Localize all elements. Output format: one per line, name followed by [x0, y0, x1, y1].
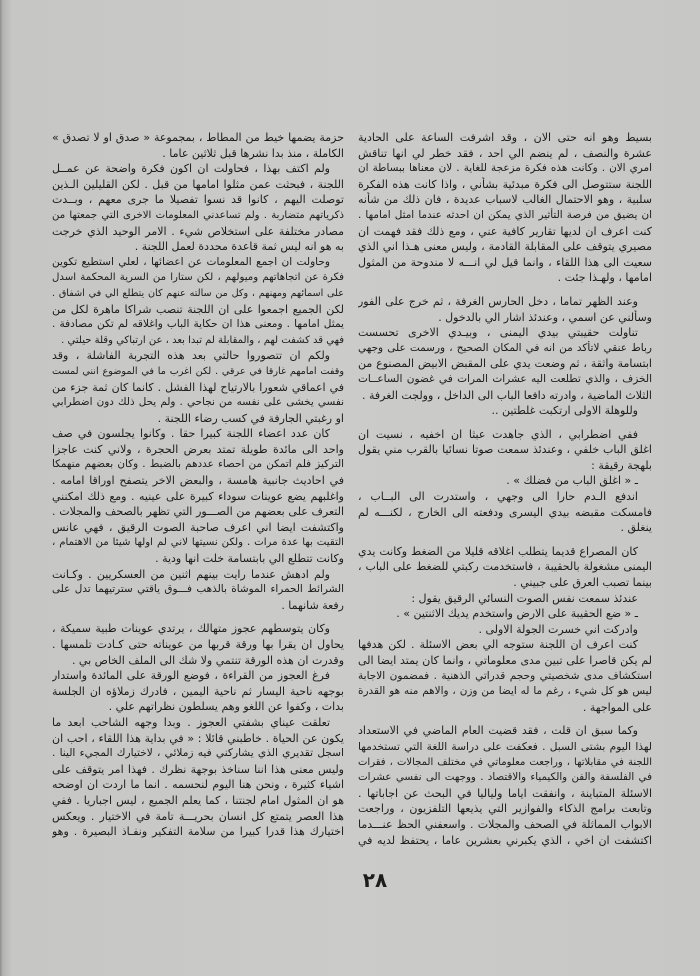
paragraph — [358, 325, 652, 403]
text-line: التعرف على بعضهم من الصـــور التي تظهر بالصحف والمجلات . — [52, 505, 344, 519]
text-line: تعلقت عيناي بشفتي العجوز . وبدا وجهه الشاحب ابعد ما — [52, 715, 330, 729]
text-line: على اسمائهم ومهنهم ، وكل من سالته عنهم كان يتطلع الي في اشفاق . — [52, 287, 344, 299]
text-line: يكون عن الحياة . خاطبني قائلا : « في بداية هذا اللقاء ، احب ان — [52, 731, 344, 745]
text-section — [358, 427, 652, 536]
paragraph — [358, 427, 652, 474]
text-line: في اعماقي شعورا بالارتياح لهذا الفشل . كانما كان ثمة جزء من — [52, 380, 344, 394]
text-line: التركيز فلم اتمكن من احصاء عددهم بالضبط . وكان بعضهم منهمكا — [52, 458, 344, 471]
text-line: امامها ، ولهـذا جئت . — [557, 271, 652, 285]
text-line: لكن الجميع اجمعوا على ان اللجنة تنصب شراكا ماهرة لكل من — [52, 302, 344, 316]
text-section — [52, 130, 344, 613]
text-line: ـ « اغلق الباب من فضلك » . — [506, 474, 638, 488]
text-line: ففي اضطرابي ، الذي جاهدت عبثا ان اخفيه ، نسيت ان — [358, 427, 638, 441]
paragraph — [358, 294, 652, 325]
text-line: كنت اعرف ان لديها تقارير كافية عني ، ومع ذلك فقد فهمت ان — [358, 224, 652, 238]
paragraph — [358, 606, 652, 622]
text-line: ـ « ضع الحقيبة على الارض واستخدم يديك الاثنتين » . — [396, 607, 638, 621]
text-line: الكاملة ، منذ بدا نشرها قبل ثلاثين عاما . — [162, 146, 344, 160]
text-line: رفعة شانهما . — [281, 598, 344, 612]
text-line: واحد الى مائدة طويلة تمتد بعرض الحجرة ، ولاني كنت عاجزا — [52, 442, 344, 456]
right-column — [358, 130, 652, 848]
text-section — [358, 130, 652, 286]
text-line: وكانت تتطلع الي بابتسامة خلت انها ودية . — [155, 552, 344, 566]
paragraph — [52, 668, 344, 715]
text-line: واكتشفت ايضا اني اعرف صاحبة الصوت الرقيق ، فهي عانس — [52, 520, 344, 534]
text-line: فكرة عن اتجاهاتهم وميولهم ، لكن ستارا من السرية المحكمة اسدل — [52, 272, 344, 284]
text-line: ولكم ان تتصوروا حالتي بعد هذه التجربة الفاشلة ، وقد — [52, 349, 330, 363]
text-line: اختيارك هذا قدرا كبيرا من سلامة التفكير ونفـاذ البصيرة . وهو — [52, 825, 344, 839]
text-line: فهي قد كشفت لهم ، والمقابلة لم تبدا بعد ، عن ارتباكي وقلة حيلتي . — [61, 334, 344, 346]
text-line: مصادر مختلفة على استخلاص شيء . الامر الوحيد الذي خرجت — [52, 224, 344, 238]
text-line: واغلبهم يضع عوينات سوداء كبيرة على عينيه . ومع ذلك امكنني — [52, 489, 344, 503]
text-section — [52, 621, 344, 839]
text-line: او رغبتي الجارفة في كسب رضاء اللجنة . — [157, 411, 344, 425]
page-number: ٢٨ — [362, 868, 388, 892]
paragraph — [52, 715, 344, 840]
paragraph — [52, 426, 344, 566]
text-line: بدات ، وكفوا عن اللغو وهم يسلطون نظراتهم علي . — [108, 700, 344, 714]
text-line: فرغ العجوز من القراءة ، فوضع الورقة على المائدة واستدار — [52, 669, 330, 683]
text-line: سلبية ، وهو الاحتمال الغالب لاسباب عديدة ، فان ذلك من شأنه — [358, 193, 652, 207]
text-line: التقيت بها عدة مرات . ولكن نسيتها لاني لم اولها شيئا من الاهتمام ، — [52, 537, 344, 549]
text-line: رباط عنقي لاتأكد من انه في المكان الصحيح ، ورسمت على وجهي — [358, 341, 652, 354]
text-line: هذا العصر يتمتع كل انسان بحريـــة تامة في الاختيار . ويعكس — [52, 809, 344, 823]
text-line: يحاول ان يقرا بها ورقة قربها من عويناته حتى كـادت تلمسها . — [52, 638, 344, 651]
text-line: اكتشفت ان اخي ، الذي يكبرني بعشرين عاما ، يحتفظ لديه في — [358, 833, 652, 847]
paragraph — [358, 544, 652, 591]
text-line: بسيط وهو انه حتى الان ، وقد اشرفت الساعة على الحادية — [358, 131, 652, 144]
text-line: هو ان المثول امام لجنتنا ، كما يعلم الجميع ، ليس اجباريا . ففي — [52, 793, 344, 807]
text-line: وكما سبق ان قلت ، فقد قضيت العام الماضي في الاستعداد — [358, 724, 638, 738]
text-line: اسجل تقديري الذي يشاركني فيه زملائي ، لاختيارك المجيء الينا . — [52, 747, 344, 760]
text-line: وللوهلة الاولى ارتكبت غلطتين .. — [491, 404, 638, 418]
text-line: كنت اعرف ان اللجنة ستوجه الي بعض الاسئلة . لكن هدفها — [358, 638, 638, 652]
text-line: لم يكن قاصرا على تبين مدى معلوماتي ، وانما كان يمتد ايضا الى — [358, 654, 652, 667]
paragraph — [358, 591, 652, 607]
text-line: اللجنة في مقابلاتها ، وراجعت معلوماتي في مختلف المجالات ، فقرات — [358, 756, 652, 768]
text-line: توصلت اليهم ، كانوا قد نسوا تفصيلا ما جرى معهم ، وبــدت — [52, 193, 344, 207]
text-line: الاسئلة المتباينة ، وانفقت اياما ولياليا في البحث عن اجاباتها . — [358, 786, 652, 800]
text-line: في احاديث جانبية هامسة ، والبعض الاخر يتصفح اوراقا امامه . — [52, 474, 344, 488]
text-line: ابتسامة واثقة ، ثم وضعت يدي على المقبض الابيض المصنوع من — [358, 357, 652, 371]
text-line: وعند الظهر تماما ، دخل الحارس الغرفة ، ثم خرج على الفور — [358, 294, 638, 308]
text-section — [358, 723, 652, 848]
paragraph — [358, 622, 652, 638]
text-line: بلهجة رقيقة : — [591, 458, 652, 472]
text-line: وادركت اني خسرت الجولة الاولى . — [478, 622, 638, 636]
text-line: استكشاف مدى شخصيتي وحجم قدراتي الذهنية . فمضمون الاجابة — [358, 669, 652, 682]
paragraph — [358, 403, 652, 419]
text-line: لهذا اليوم بشتى السبل . فعكفت على دراسة اللغة التي تستخدمها — [358, 739, 652, 753]
text-line: تناولت حقيبتي بيدي اليمنى ، وبيـدي الاخرى تحسست — [358, 326, 638, 340]
text-line: كان المصراع قديما يتطلب اغلاقه قليلا من الضغط وكانت يدي — [358, 544, 638, 558]
text-line: بينما تصبب العرق على جبيني . — [513, 576, 652, 590]
text-line: به هو انه ليس ثمة قاعدة محددة لعمل اللجنة . — [134, 240, 344, 254]
paragraph — [358, 489, 652, 536]
paragraph — [52, 130, 344, 161]
text-line: على المواجهة . — [582, 700, 652, 714]
text-line: وقدرت ان هذه الورقة تنتمي ولا شك الى الملف الخاص بي . — [71, 653, 344, 667]
text-section — [358, 544, 652, 716]
left-column — [52, 130, 344, 840]
text-line: وحاولت ان اجمع المعلومات عن اعضائها ، لعلي استطيع تكوين — [52, 255, 330, 268]
paragraph — [52, 567, 344, 614]
paragraph — [52, 348, 344, 426]
text-line: مصيري يتوقف على المقابلة القادمة ، وليس معنى هـذا اني الذي — [358, 240, 652, 254]
paragraph — [358, 130, 652, 286]
text-line: وسألني عن اسمي ، وعندئذ اشار الي بالدخول . — [438, 310, 652, 324]
text-line: ان يضيق من فرصة التأثير الذي يمكن ان احدثه عندما امثل امامها . — [358, 208, 652, 221]
text-line: الشرائط الحمراء الموشاة بالذهب فـــوق ياقتي سترتيهما تدل على — [52, 583, 344, 596]
paragraph — [358, 473, 652, 489]
text-line: يمثل امامها . ومعنى هذا ان حكاية الباب واغلاقه لم تكن مصادفة . — [52, 318, 344, 331]
text-line: الثلاث الماضية ، وادرته دافعا الباب الى الداخل ، وولجت الغرفة . — [362, 388, 652, 402]
text-line: ذكرياتهم متضاربة . ولم تساعدني المعلومات الاخرى التي جمعتها من — [52, 209, 344, 221]
text-line: اللجنة ستتوصل الى فكرة مبدئية بشأني ، واذا كانت هذه الفكرة — [358, 177, 652, 191]
text-line: وكان يتوسطهم عجوز متهالك ، يرتدي عوينات طبية سميكة ، — [52, 622, 330, 636]
paragraph — [52, 161, 344, 255]
text-line: في الفلسفة والفن والكيمياء والاقتصاد . ووجهت الى نفسي عشرات — [358, 771, 652, 784]
text-line: بوجهه ناحية اليسار ثم ناحية اليمين ، فادرك زملاؤه ان الجلسة — [52, 684, 344, 698]
text-line: اليمنى مشغولة بالحقيبة ، فاستخدمت ركبتي للضغط على الباب ، — [358, 560, 652, 574]
text-line: الخزف ، والذي تطلعت اليه عشرات المرات في غضون الساعــات — [358, 372, 652, 385]
text-line: ينغلق . — [620, 521, 652, 535]
paragraph — [52, 255, 344, 349]
text-line: نفسي يخشى على نفسه من نجاحي . ولم يحل ذلك دون اضطرابي — [52, 396, 344, 409]
text-line: كان عدد اعضاء اللجنة كبيرا حقا . وكانوا يجلسون في صف — [52, 427, 330, 441]
text-line: ليس هو كل شيء ، رغم ما له ايضا من وزن ، والاهم منه هو القدرة — [358, 685, 652, 698]
paragraph — [358, 723, 652, 848]
text-line: وقفت امامهم غارقا في عرقي . لكن اغرب ما في الموضوع انني لمست — [52, 365, 344, 377]
text-line: اغلق الباب خلفي ، وعندئذ سمعت صوتا نسائيا بالقرب مني يقول — [358, 443, 652, 457]
text-line: وتابعت برامج الذكاء والفوازير التي يذيعها التلفزيون ، وراجعت — [358, 802, 652, 816]
text-line: وليس معنى هذا اننا سناخذ بوجهة نظرك . فهذا امر يتوقف على — [52, 762, 344, 776]
text-line: اللجنة ، فبحثت عمن مثلوا امامها من قبل . لكن القليلين الـذين — [52, 177, 344, 191]
paragraph — [52, 621, 344, 668]
text-line: امري الان . وكانت هذه فكرة مزعجة للغاية . لان معناها ببساطة ان — [358, 162, 652, 175]
text-line: ولم ادهش عندما رايت بينهم اثنين من العسكريين . وكـانت — [52, 567, 330, 581]
paragraph — [358, 637, 652, 715]
text-line: اشياء كثيرة ، ونحن هنا اليوم لنحسمه . انما ما اردت ان اوضحه — [52, 778, 344, 792]
text-line: حزمة يضمها خيط من المطاط ، بمجموعة « صدق او لا تصدق » — [52, 131, 344, 144]
text-line: الابواب المماثلة في الصحف والمجلات . واسعفني الحظ عنـــدما — [358, 817, 652, 831]
text-line: اندفع الـدم حارا الى وجهي ، واستدرت الى البــاب ، — [358, 490, 638, 504]
text-line: عشرة والنصف ، لم ينضم الي احد ، فقد خطر لي انها تناقش — [358, 146, 652, 160]
text-line: سعيت الى هذا اللقاء ، وانما قيل لي انـــه لا مندوحة من المثول — [358, 255, 652, 269]
text-section — [358, 294, 652, 419]
text-line: فامسكت مقبضه بيدي اليسرى ودفعته الى الخارج ، لكنـــه لم — [358, 505, 652, 519]
text-line: ولم اكتف بهذا ، فحاولت ان اكون فكرة واضحة عن عمــل — [52, 162, 330, 176]
text-line: عندئذ سمعت نفس الصوت النسائي الرقيق يقول : — [411, 591, 638, 605]
